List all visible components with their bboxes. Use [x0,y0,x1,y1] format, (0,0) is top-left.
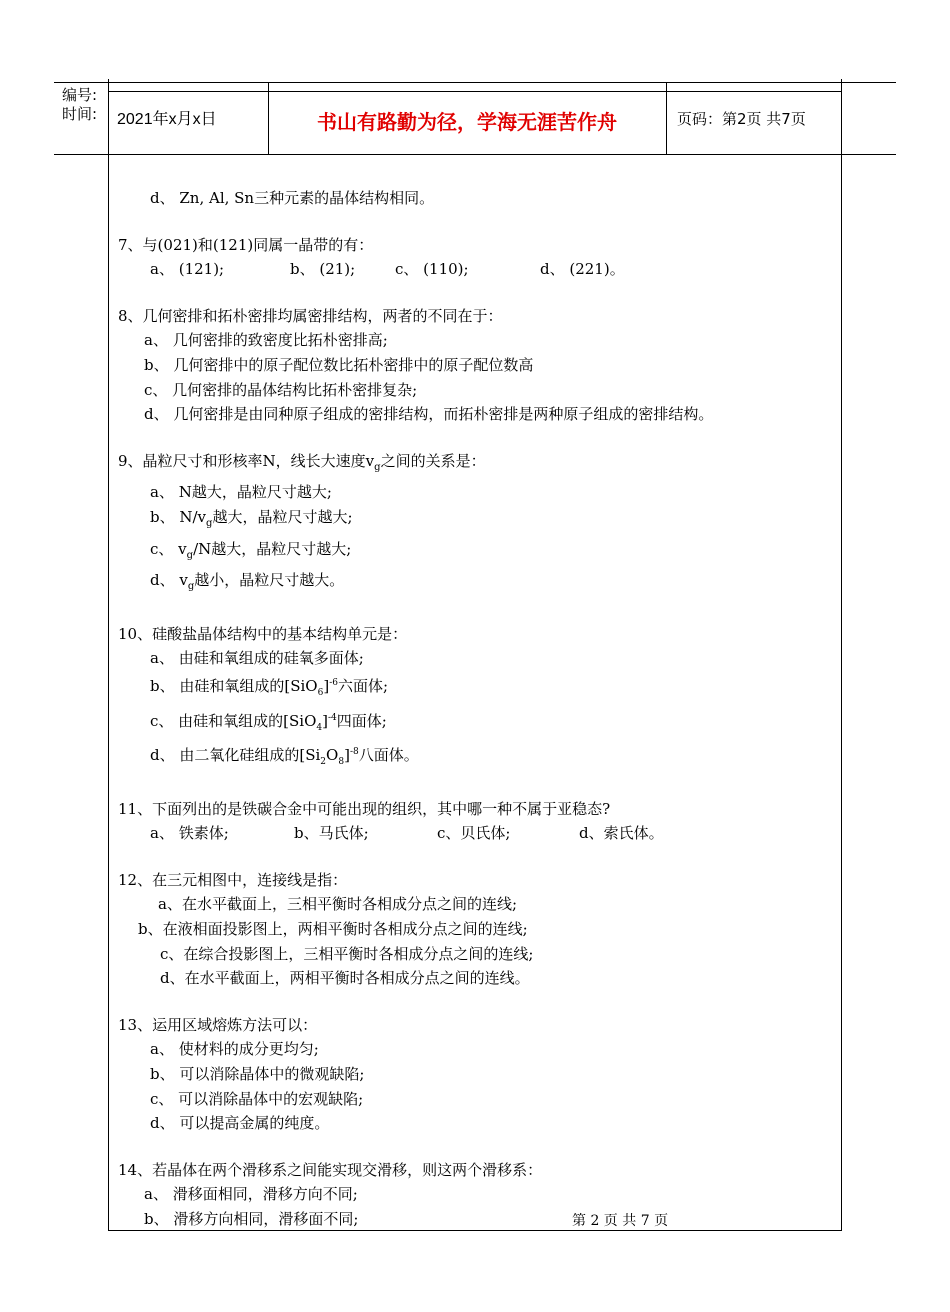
header-divider-2 [666,82,667,154]
option-b: b、马氏体; [294,824,369,843]
frame-right-line [841,79,842,1231]
option-b: b、 (21); [290,260,356,279]
option-row [118,257,838,282]
option-b: b、 几何密排中的原子配位数比拓朴密排中的原子配位数高 [144,355,534,374]
header-date: 2021年x月x日 [117,111,217,128]
option-a: a、 铁素体; [150,824,229,843]
question-stem: 8、几何密排和拓朴密排均属密排结构，两者的不同在于： [118,306,503,325]
option-b: b、 可以消除晶体中的微观缺陷; [150,1065,365,1084]
option-b: b、 滑移方向相同，滑移面不同; [144,1210,359,1228]
option-d: d、索氏体。 [579,824,664,843]
header-bottom-line [54,154,896,155]
header-page-info: 页码：第2页 共7页 [677,110,806,128]
option-c: c、 由硅和氧组成的$[SiO_4]^{-4}$四面体; [150,711,387,733]
option-a: a、 由硅和氧组成的硅氧多面体; [150,649,364,668]
option-d: d、在水平截面上，两相平衡时各相成分点之间的连线。 [160,969,530,988]
frame-left-line [108,79,109,1231]
option-d: d、 可以提高金属的纯度。 [150,1114,330,1133]
header-motto: 书山有路勤为径，学海无涯苦作舟 [317,110,617,134]
question-stem: 7、与(021)和(121)同属一晶带的有： [118,235,374,254]
option-c: c、 几何密排的晶体结构比拓朴密排复杂; [144,380,418,399]
question-stem: 10、硅酸盐晶体结构中的基本结构单元是： [118,624,408,643]
question-7 [118,233,838,282]
question-14 [118,1158,838,1232]
question-stem: 11、下面列出的是铁碳合金中可能出现的组织，其中哪一种不属于亚稳态? [118,799,611,818]
option-a: a、 使材料的成分更均匀; [150,1040,319,1059]
question-8 [118,304,838,427]
option-c: c、贝氏体; [437,824,511,843]
option-b: b、 $N/v_g$越大，晶粒尺寸越大; [150,507,353,529]
option-d: d、 $v_g$越小，晶粒尺寸越大。 [150,571,345,593]
time-label: 时间: [62,105,98,123]
question-9 [118,449,838,600]
option-text: d、 Zn, Al, Sn三种元素的晶体结构相同。 [150,189,435,207]
option-row [118,821,838,846]
question-stem: 13、运用区域熔炼方法可以： [118,1015,318,1034]
frame-inner-top-line [108,91,841,92]
question-12 [118,868,838,991]
question-stem: 12、在三元相图中，连接线是指： [118,870,348,889]
option-c: c、在综合投影图上，三相平衡时各相成分点之间的连线; [160,944,534,963]
option-a: a、在水平截面上，三相平衡时各相成分点之间的连线; [158,895,517,914]
option-d: d、 几何密排是由同种原子组成的密排结构，而拓朴密排是两种原子组成的密排结构。 [144,405,714,424]
option-a: a、 (121); [150,260,225,279]
question-stem: 9、晶粒尺寸和形核率N，线长大速度$v_g$之间的关系是： [118,451,486,473]
page-footer: 第 2 页 共 7 页 [572,1213,669,1229]
question-13 [118,1013,838,1136]
option-a: a、 几何密排的致密度比拓朴密排高; [144,331,388,350]
option-a: a、 N越大，晶粒尺寸越大; [150,483,332,502]
option-d: d、 (221)。 [540,260,625,279]
option-d: d、 由二氧化硅组成的$[Si_2O_8]^{-8}$八面体。 [150,746,419,768]
question-11 [118,797,838,846]
question-10 [118,622,838,775]
header-top-line [54,82,896,83]
option-a: a、 滑移面相同，滑移方向不同; [144,1185,358,1204]
option-b: b、在液相面投影图上，两相平衡时各相成分点之间的连线; [138,920,528,939]
option-c: c、 (110); [395,260,469,279]
question-content [118,186,838,1254]
question-6-tail [118,186,838,211]
option-b: b、 由硅和氧组成的$[SiO_6]^{-6}$六面体; [150,676,389,698]
question-stem: 14、若晶体在两个滑移系之间能实现交滑移，则这两个滑移系： [118,1160,543,1179]
number-label: 编号: [62,86,98,104]
option-c: c、 可以消除晶体中的宏观缺陷; [150,1089,364,1108]
option-c: c、 $v_g/N$越大，晶粒尺寸越大; [150,539,352,561]
